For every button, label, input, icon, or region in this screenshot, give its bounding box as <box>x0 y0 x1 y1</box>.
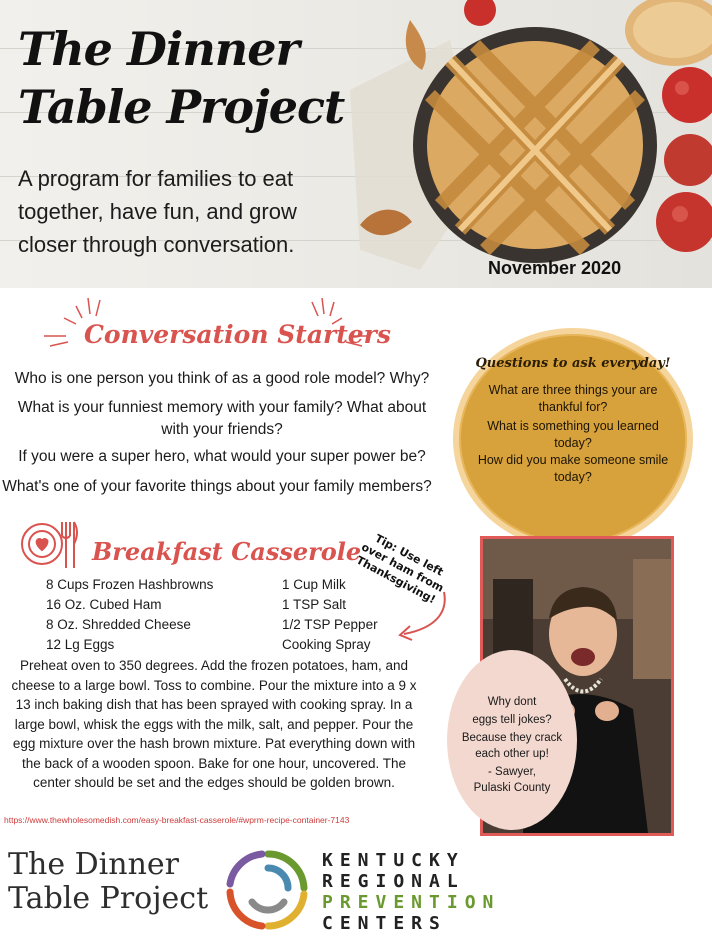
joke-line: each other up! <box>475 748 549 760</box>
joke-line: Pulaski County <box>473 782 551 794</box>
conversation-question: What is your funniest memory with your family? What about with your friends? <box>17 399 427 438</box>
krpc-swirl-logo-icon <box>222 848 314 930</box>
conversation-starters-title: Conversation Starters <box>84 320 391 349</box>
plate-fork-knife-icon <box>16 510 80 574</box>
curved-arrow-icon <box>392 588 456 648</box>
header-banner <box>0 0 712 288</box>
recipe-source-link[interactable]: https://www.thewholesomedish.com/easy-breakfast-casserole/#wprm-recipe-container-7143 <box>4 815 350 825</box>
recipe-title: Breakfast Casserole <box>92 537 362 566</box>
joke-line: Why dont <box>487 696 537 708</box>
joke-line: eggs tell jokes? <box>472 714 552 726</box>
ingredient: 12 Lg Eggs <box>46 637 115 652</box>
everyday-question: What is something you learned today? <box>487 419 659 450</box>
newsletter-date: November 2020 <box>488 258 622 278</box>
ingredient: 8 Cups Frozen Hashbrowns <box>46 577 214 592</box>
everyday-questions-title: Questions to ask everyday! <box>475 356 671 371</box>
ingredient: 1 Cup Milk <box>282 577 346 592</box>
ingredient: Cooking Spray <box>282 637 371 652</box>
ingredient: 1 TSP Salt <box>282 597 347 612</box>
joke-line: Because they crack <box>461 732 563 744</box>
conversation-question: If you were a super hero, what would your super power be? <box>18 448 426 465</box>
conversation-question: What's one of your favorite things about your family members? <box>2 478 432 495</box>
ingredient-list-right <box>282 575 378 655</box>
newsletter-subtitle: A program for families to eat together, have fun, and grow closer through conversation. <box>18 166 297 257</box>
dinner-table-project-logo: The Dinner Table Project <box>8 847 209 916</box>
conversation-question: Who is one person you think of as a good role model? Why? <box>14 370 430 387</box>
ingredient: 1/2 TSP Pepper <box>282 617 378 632</box>
recipe-instructions: Preheat oven to 350 degrees. Add the frozen potatoes, ham, and cheese to a large bowl. Toss to combine. Pour the mixture into a 9 x 13 inch baking dish that has been sprayed with cooking spray. In a large bowl, whisk the eggs with the milk, salt, and pepper. Pour the egg mixture over the hash brown mixture. Pat everything down with the back of a wooden spoon. Bake for one hour, uncovered. The center should be set and the edges should be golden brown. <box>11 658 417 790</box>
ingredient: 16 Oz. Cubed Ham <box>46 597 162 612</box>
everyday-question: How did you make someone smile today? <box>477 453 669 484</box>
ingredient: 8 Oz. Shredded Cheese <box>46 617 191 632</box>
krpc-logo-text: KENTUCKY REGIONAL PREVENTION CENTERS <box>322 850 501 934</box>
recipe-tip: Tip: Use left over ham from Thanksgiving! <box>354 531 446 607</box>
newsletter-title: The Dinner Table Project <box>18 22 345 134</box>
joke-line: - Sawyer, <box>488 766 536 778</box>
everyday-question: What are three things your are thankful for? <box>488 383 658 414</box>
ingredient-list-left <box>46 575 213 655</box>
